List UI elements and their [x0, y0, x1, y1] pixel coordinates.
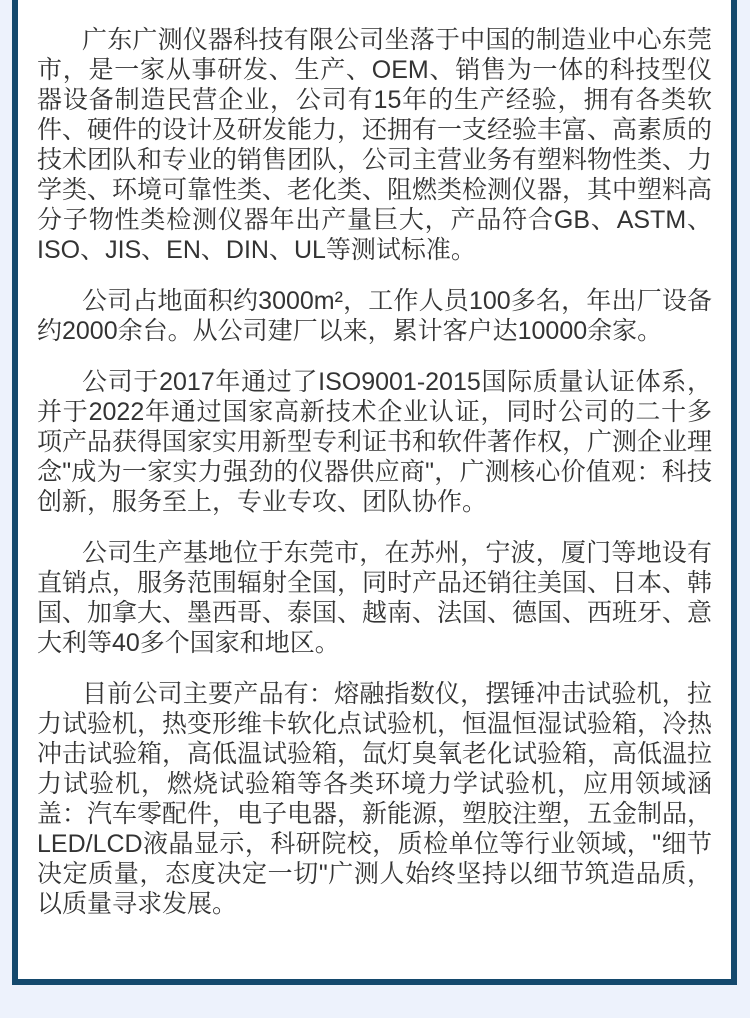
bottom-strip	[0, 1018, 750, 1028]
paragraph-production-markets: 公司生产基地位于东莞市，在苏州，宁波，厦门等地设有直销点，服务范围辐射全国，同时产品还销往美国、日本、韩国、加拿大、墨西哥、泰国、越南、法国、德国、西班牙、意大利等40多个国家和地区。	[37, 539, 713, 657]
paragraph-company-scale: 公司占地面积约3000m²，工作人员100多名，年出厂设备约2000余台。从公司建厂以来，累计客户达10000余家。	[37, 287, 712, 345]
paragraph-company-overview: 广东广测仪器科技有限公司坐落于中国的制造业中心东莞市，是一家从事研发、生产、OEM、销售为一体的科技型仪器设备制造民营企业，公司有15年的生产经验，拥有各类软件、硬件的设计及研发能力，还拥有一支经验丰富、高素质的技术团队和专业的销售团队，公司主营业务有塑料物性类、力学类、环境可靠性类、老化类、阻燃类检测仪器，其中塑料高分子物性类检测仪器年出产量巨大，产品符合GB、ASTM、ISO、JIS、EN、DIN、UL等测试标准。	[37, 26, 713, 264]
paragraph-certifications-values: 公司于2017年通过了ISO9001-2015国际质量认证体系，并于2022年通过国家高新技术企业认证，同时公司的二十多项产品获得国家实用新型专利证书和软件著作权，广测企业理念"成为一家实力强劲的仪器供应商"，广测核心价值观：科技创新，服务至上，专业专攻、团队协作。	[37, 368, 713, 516]
company-intro-article	[18, 0, 731, 919]
paragraph-main-products: 目前公司主要产品有：熔融指数仪，摆锤冲击试验机，拉力试验机，热变形维卡软化点试验机，恒温恒湿试验箱，冷热冲击试验箱，高低温试验箱，氙灯臭氧老化试验箱，高低温拉力试验机，燃烧试验箱等各类环境力学试验机，应用领域涵盖：汽车零配件，电子电器，新能源，塑胶注塑，五金制品，LED/LCD液晶显示，科研院校，质检单位等行业领域，"细节决定质量，态度决定一切"广测人始终坚持以细节筑造品质，以质量寻求发展。	[37, 680, 713, 918]
company-intro-card	[12, 0, 737, 985]
